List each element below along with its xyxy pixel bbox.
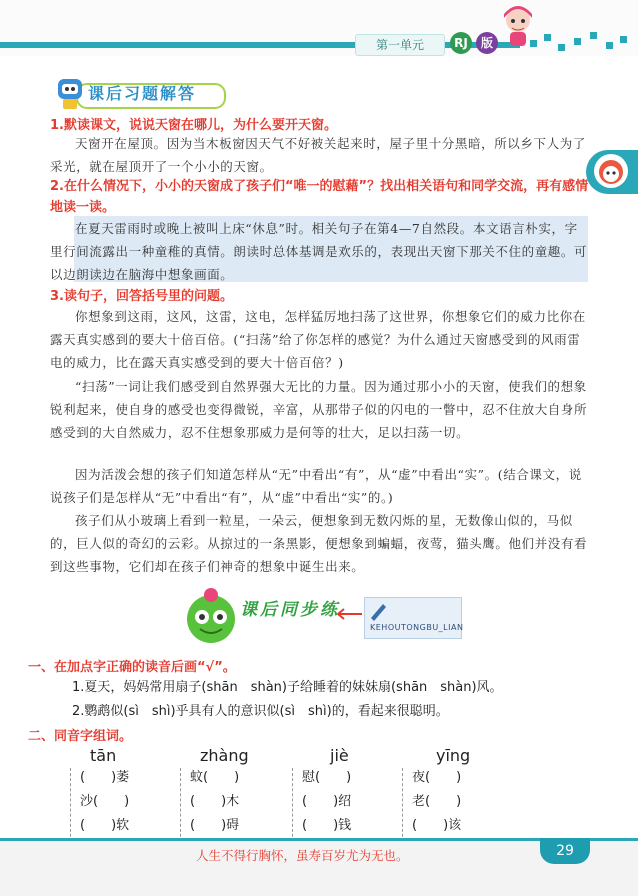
- side-mascot-icon: [594, 154, 628, 188]
- pinyin-tan: tān: [90, 746, 117, 765]
- word-item[interactable]: 夜( ): [412, 770, 462, 785]
- word-item[interactable]: ( )软: [80, 818, 130, 833]
- banner-subtitle: KEHOUTONGBU_LIAN: [370, 623, 464, 632]
- passage-3a: 你想象到这雨，这风，这雷，这电，怎样猛厉地扫荡了这世界，你想象它们的威力比你在露天真实感到的要大十倍百倍。(“扫荡”给了你怎样的感觉？为什么通过天窗感受到的风雨雷电的威力，比在露天真实感受到的要大十倍百倍？): [50, 309, 586, 370]
- word-item[interactable]: 蚊( ): [190, 770, 240, 785]
- footer-quote: 人生不得行胸怀，虽寿百岁尤为无也。: [196, 848, 409, 863]
- passage-3c: 因为活泼会想的孩子们知道怎样从“无”中看出“有”，从“虚”中看出“实”。(结合课文，说说孩子们是怎样从“无”中看出“有”，从“虚”中看出“实”的。): [50, 467, 582, 505]
- word-item[interactable]: 老( ): [412, 794, 462, 809]
- word-item[interactable]: ( )该: [412, 818, 462, 833]
- banner-box: [364, 597, 462, 639]
- pinyin-zhang: zhàng: [200, 746, 249, 765]
- pinyin-jie: jiè: [330, 746, 349, 765]
- word-group-ying: [402, 764, 514, 846]
- exercise-1-heading: 一、在加点字正确的读音后画“√”。: [28, 660, 236, 675]
- header-decoration: [530, 30, 630, 54]
- arrow-icon: [336, 607, 364, 621]
- answer-3d: 孩子们从小玻璃上看到一粒星，一朵云，便想象到无数闪烁的星，无数像山似的，马似的，巨人似的奇幻的云彩。从掠过的一条黑影，便想象到蝙蝠，夜莺，猫头鹰。他们并没有看到这些事物，它们却在孩子们神奇的想象中诞生出来。: [50, 513, 588, 574]
- unit-label: 第一单元: [355, 34, 445, 56]
- section-title-homework-answers: [60, 75, 220, 109]
- word-item[interactable]: ( )碍: [190, 818, 240, 833]
- pinyin-ying: yīng: [436, 746, 471, 765]
- word-group-zhang: [180, 764, 292, 846]
- practice-banner: [180, 585, 470, 649]
- word-item[interactable]: ( )木: [190, 794, 240, 809]
- robot-icon: [54, 75, 86, 111]
- publisher-badge-r: RJ: [450, 32, 472, 54]
- exercise-2-heading: 二、同音字组词。: [28, 729, 133, 744]
- word-item[interactable]: 慰( ): [302, 770, 352, 785]
- question-1: 1.默读课文，说说天窗在哪儿，为什么要开天窗。: [50, 118, 337, 133]
- word-item[interactable]: 沙( ): [80, 794, 130, 809]
- word-item[interactable]: ( )钱: [302, 818, 352, 833]
- exercise-1-line-1: 1.夏天，妈妈常用扇子(shān shàn)子给睡着的妹妹扇(shān shàn)风。: [72, 680, 503, 695]
- green-monster-icon: [180, 585, 242, 647]
- word-item[interactable]: ( )萎: [80, 770, 130, 785]
- page-number: 29: [540, 838, 590, 864]
- word-group-tan: [70, 764, 182, 846]
- answer-1: 天窗开在屋顶。因为当木板窗因天气不好被关起来时，屋子里十分黑暗，所以乡下人为了采光，就在屋顶开了一个小小的天窗。: [50, 136, 586, 174]
- question-3: 3.读句子，回答括号里的问题。: [50, 289, 233, 304]
- pencil-hand-icon: [367, 600, 389, 622]
- answer-3b: “扫荡”一词让我们感受到自然界强大无比的力量。因为通过那小小的天窗，使我们的想象锐利起来，使自身的感受也变得微锐，辛富，从那带子似的闪电的一瞥中，忍不住放大自身所感受到的大自然威力，忍不住想象那威力是何等的壮大，足以扫荡一切。: [50, 379, 588, 440]
- publisher-badge-b: 版: [476, 32, 498, 54]
- question-2: 2.在什么情况下，小小的天窗成了孩子们“唯一的慰藉”？找出相关语句和同学交流，再有感情地读一读。: [50, 179, 589, 215]
- banner-title: 课后同步练: [240, 600, 340, 620]
- exercise-1-line-2: 2.鹦鹉似(sì shì)乎具有人的意识似(sì shì)的，看起来很聪明。: [72, 704, 449, 719]
- section-title-text: 课后习题解答: [88, 84, 197, 103]
- word-group-jie: [292, 764, 404, 846]
- word-item[interactable]: ( )绍: [302, 794, 352, 809]
- answer-2: 在夏天雷雨时或晚上被叫上床“休息”时。相关句子在第4—7自然段。本文语言朴实，字里行间流露出一种童稚的真情。朗读时总体基调是欢乐的，表现出天窗下那关不住的童趣。可以边朗读边在脑海中想象画面。: [50, 221, 588, 282]
